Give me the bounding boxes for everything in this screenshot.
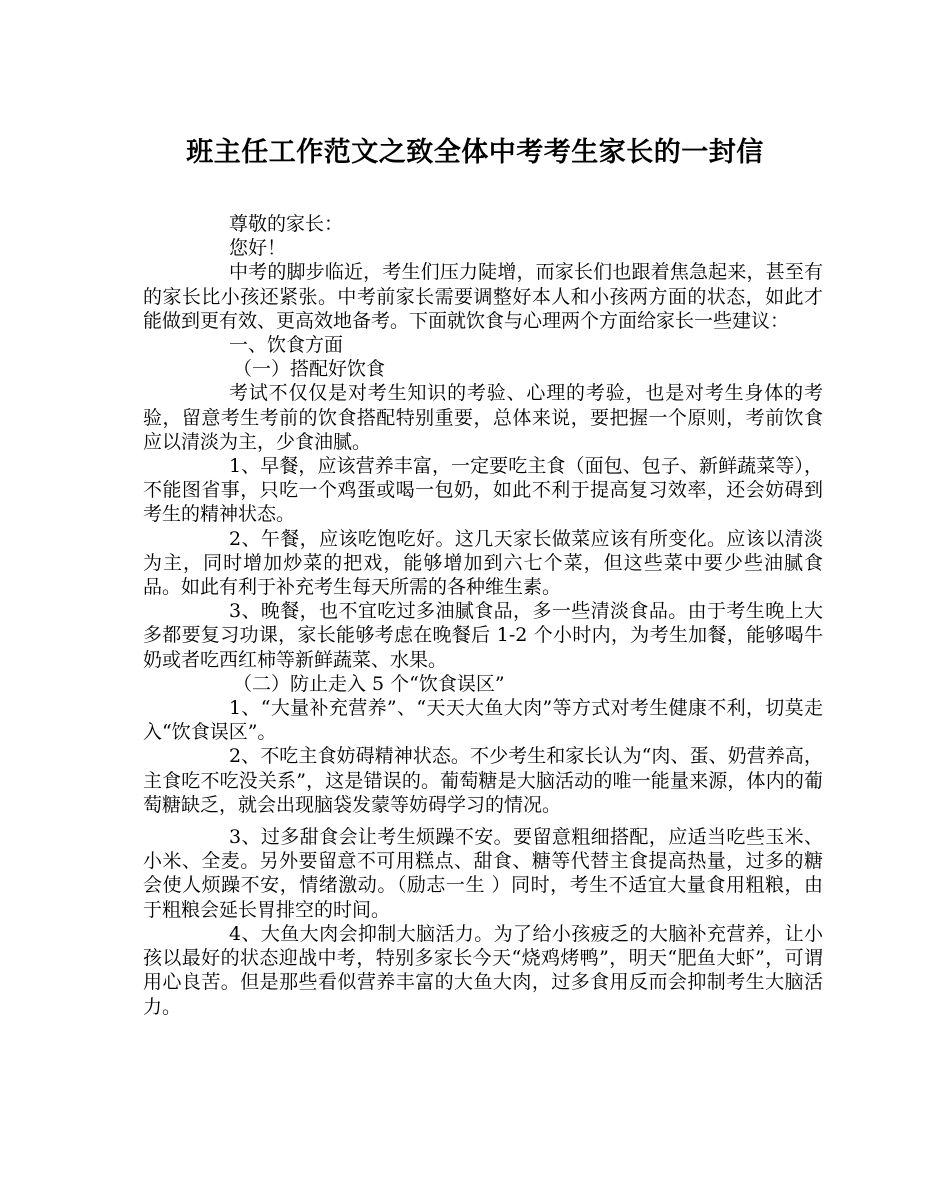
paragraph-lunch: 2、午餐，应该吃饱吃好。这几天家长做菜应该有所变化。应该以清淡为主，同时增加炒菜的把戏，能够增加到六七个菜，但这些菜中要少些油腻食品。如此有利于补充考生每天所需的各种维生素。 [143, 527, 823, 599]
section-heading-diet: 一、饮食方面 [229, 334, 344, 357]
paragraph-misconception-3: 3、过多甜食会让考生烦躁不安。要留意粗细搭配，应适当吃些玉米、小米、全麦。另外要留意不可用糕点、甜食、糖等代替主食提高热量，过多的糖会使人烦躁不安，情绪激动。（励志一生 ）同时，考生不适宜大量食用粗粮，由于粗粮会延长胃排空的时间。 [143, 826, 823, 921]
document-body [143, 212, 823, 1019]
document-title: 班主任工作范文之致全体中考考生家长的一封信 [186, 137, 764, 168]
intro-paragraph: 中考的脚步临近，考生们压力陡增，而家长们也跟着焦急起来，甚至有的家长比小孩还紧张。中考前家长需要调整好本人和小孩两方面的状态，如此才能做到更有效、更高效地备考。下面就饮食与心理两个方面给家长一些建议： [143, 261, 823, 332]
paragraph-misconception-2: 2、不吃主食妨碍精神状态。不少考生和家长认为“肉、蛋、奶营养高，主食吃不吃没关系”，这是错误的。葡萄糖是大脑活动的唯一能量来源，体内的葡萄糖缺乏，就会出现脑袋发蒙等妨碍学习的情况。 [143, 745, 823, 816]
paragraph-misconception-4: 4、大鱼大肉会抑制大脑活力。为了给小孩疲乏的大脑补充营养，让小孩以最好的状态迎战中考，特别多家长今天“烧鸡烤鸭”，明天“肥鱼大虾”，可谓用心良苦。但是那些看似营养丰富的大鱼大肉，过多食用反而会抑制考生大脑活力。 [143, 922, 823, 1018]
paragraph-breakfast: 1、早餐，应该营养丰富，一定要吃主食（面包、包子、新鲜蔬菜等），不能图省事，只吃一个鸡蛋或喝一包奶，如此不利于提高复习效率，还会妨碍到考生的精神状态。 [143, 455, 823, 526]
paragraph-diet-principle: 考试不仅仅是对考生知识的考验、心理的考验，也是对考生身体的考验，留意考生考前的饮食搭配特别重要，总体来说，要把握一个原则，考前饮食应以清淡为主，少食油腻。 [143, 382, 823, 453]
salutation: 尊敬的家长： [229, 213, 344, 235]
greeting: 您好！ [229, 237, 287, 260]
paragraph-misconception-1: 1、“大量补充营养”、“天天大鱼大肉”等方式对考生健康不利，切莫走入“饮食误区”。 [143, 697, 823, 744]
paragraph-dinner: 3、晚餐，也不宜吃过多油腻食品，多一些清淡食品。由于考生晚上大多都要复习功课，家长能够考虑在晚餐后 1-2 个小时内，为考生加餐，能够喝牛奶或者吃西红柿等新鲜蔬菜、水果。 [143, 600, 823, 671]
subsection-heading-meals: （一）搭配好饮食 [233, 358, 386, 381]
subsection-heading-misconceptions: （二）防止走入 5 个“饮食误区” [233, 672, 505, 695]
